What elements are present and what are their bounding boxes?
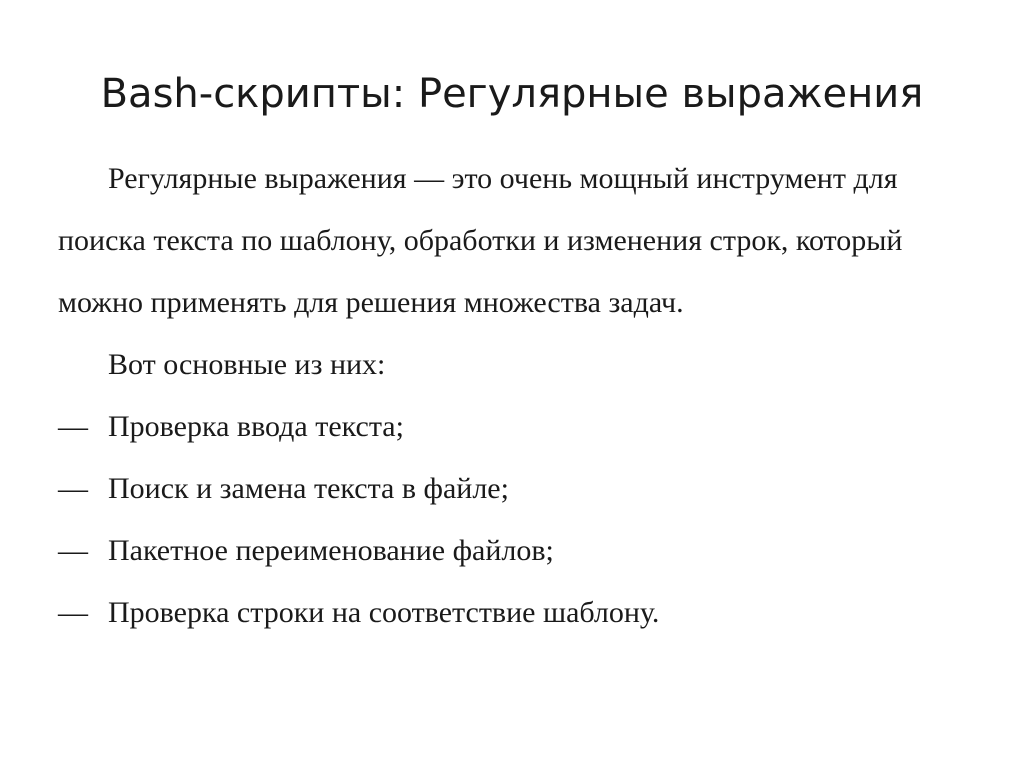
slide-body [58,148,988,644]
list-lead: Вот основные из них: [108,348,386,381]
dash-bullet: — [58,534,88,567]
intro-paragraph: Регулярные выражения — это очень мощный инструмент для поиска текста по шаблону, обработки и изменения строк, который можно применять для решения множества задач. [58,162,903,319]
list-item [58,520,988,582]
dash-bullet: — [58,472,88,505]
list-item [58,458,988,520]
dash-bullet: — [58,410,88,443]
list-item-text: Проверка строки на соответствие шаблону. [108,596,660,629]
list-item-text: Пакетное переименование файлов; [108,534,554,567]
dash-bullet: — [58,596,88,629]
use-case-list [58,396,988,644]
slide-title: Bash-скрипты: Регулярные выражения [100,71,924,117]
list-item [58,582,988,644]
list-item [58,396,988,458]
list-item-text: Поиск и замена текста в файле; [108,472,509,505]
list-item-text: Проверка ввода текста; [108,410,404,443]
